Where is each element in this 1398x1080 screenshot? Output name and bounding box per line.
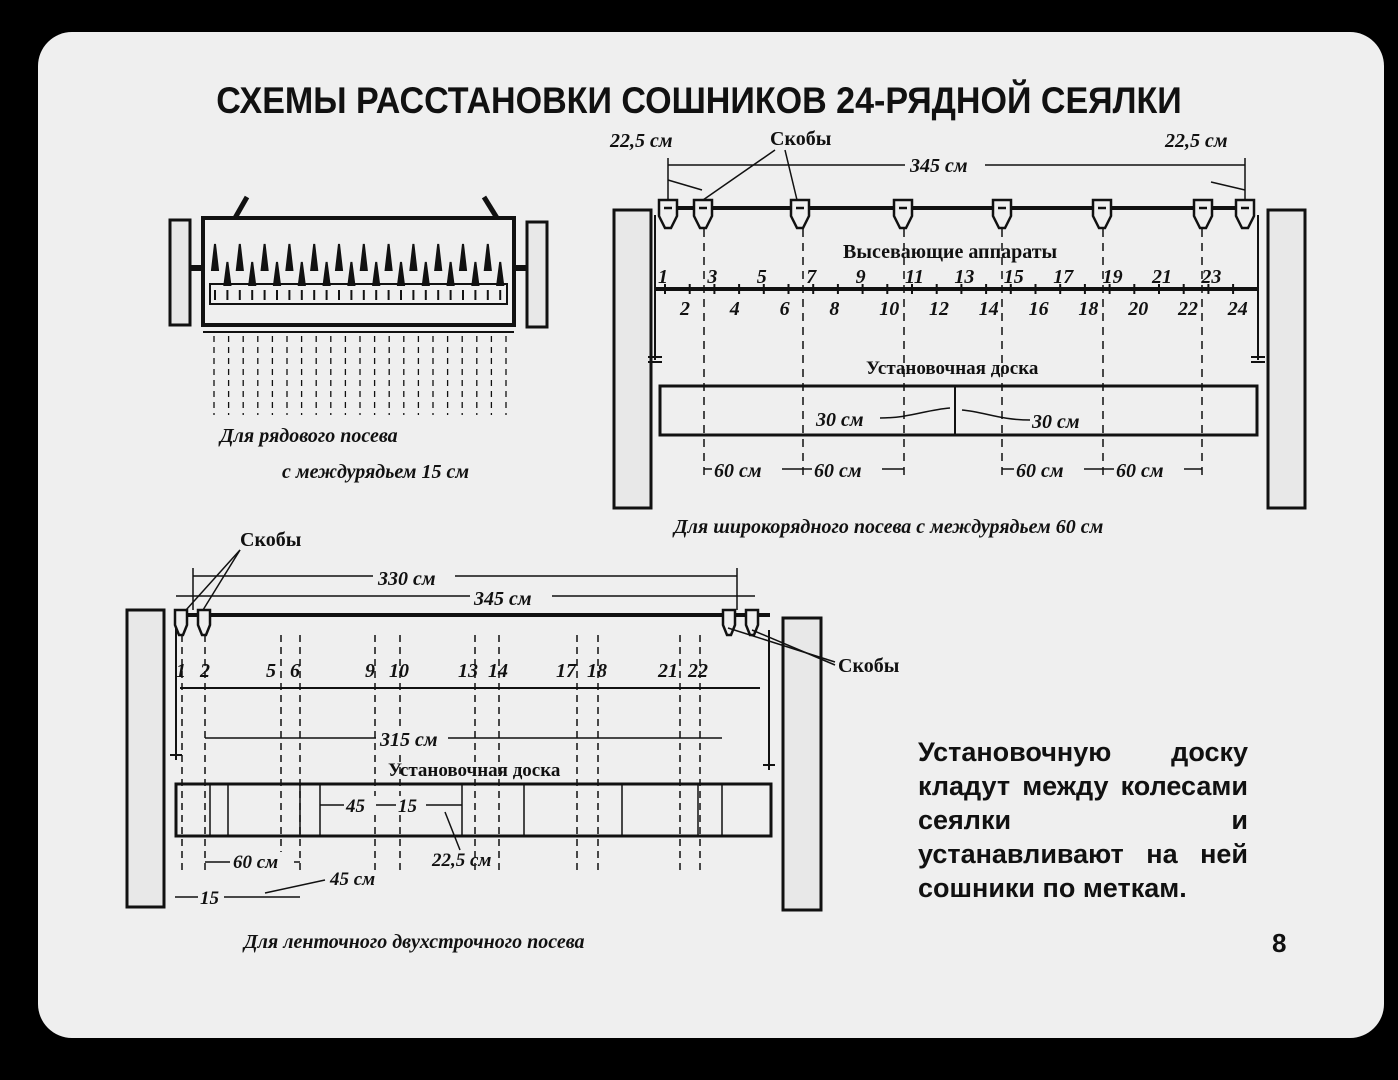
bracket-icon <box>659 200 677 228</box>
band-d45cm: 45 см <box>330 869 376 890</box>
wide-row-labels <box>609 128 1248 538</box>
band-brackets-left: Скобы <box>240 529 302 551</box>
band-board-label: Установочная доска <box>388 760 561 781</box>
band-coulter-number: 2 <box>200 660 210 682</box>
odd-unit-number: 5 <box>756 266 767 288</box>
band-brackets-right: Скобы <box>838 655 900 677</box>
even-unit-number: 14 <box>978 298 999 320</box>
odd-unit-number: 17 <box>1053 266 1074 288</box>
odd-unit-number: 11 <box>905 266 924 288</box>
wide-board-dim-left: 30 см <box>816 409 864 431</box>
spacing-label: 60 см <box>1116 460 1164 482</box>
even-unit-number: 18 <box>1078 298 1099 320</box>
band-coulter-number: 17 <box>556 660 576 682</box>
row-sowing-diagram <box>170 197 547 415</box>
wide-board-dim-right: 30 см <box>1032 411 1080 433</box>
even-unit-number: 4 <box>729 298 740 320</box>
band-coulter-number: 9 <box>365 660 375 682</box>
bracket-icon <box>723 610 735 635</box>
bracket-icon <box>894 200 912 228</box>
row-sowing-caption-1: Для рядового посева <box>220 425 398 447</box>
bracket-icon <box>694 200 712 228</box>
odd-unit-number: 21 <box>1152 266 1172 288</box>
bracket-icon <box>198 610 210 635</box>
even-unit-number: 20 <box>1128 298 1149 320</box>
band-coulter-number: 6 <box>290 660 300 682</box>
band-coulter-number: 22 <box>688 660 708 682</box>
band-dim-315: 315 см <box>380 729 438 751</box>
band-dim-345: 345 см <box>474 588 532 610</box>
band-coulter-number: 13 <box>458 660 478 682</box>
wide-units-label: Высевающие аппараты <box>843 241 1058 263</box>
band-d225: 22,5 см <box>432 850 492 871</box>
even-unit-number: 10 <box>879 298 900 320</box>
odd-unit-number: 15 <box>1003 266 1024 288</box>
wide-board-label: Установочная доска <box>866 358 1039 379</box>
band-coulter-number: 10 <box>389 660 409 682</box>
bracket-icon <box>993 200 1011 228</box>
wide-dim-right: 22,5 см <box>1165 130 1228 152</box>
bracket-icon <box>175 610 187 635</box>
band-coulter-number: 21 <box>658 660 678 682</box>
odd-unit-number: 7 <box>806 266 817 288</box>
bracket-icon <box>1093 200 1111 228</box>
band-d15b: 15 <box>200 888 219 909</box>
wide-dim-total: 345 см <box>910 155 968 177</box>
bracket-icon <box>791 200 809 228</box>
odd-unit-number: 19 <box>1102 266 1123 288</box>
even-unit-number: 2 <box>680 298 690 320</box>
spacing-label: 60 см <box>814 460 862 482</box>
band-dim-330: 330 см <box>378 568 436 590</box>
band-d15: 15 <box>398 796 417 817</box>
band-coulter-number: 18 <box>587 660 607 682</box>
odd-unit-number: 9 <box>855 266 866 288</box>
bracket-icon <box>1236 200 1254 228</box>
band-coulter-number: 5 <box>266 660 276 682</box>
odd-unit-number: 13 <box>954 266 975 288</box>
even-unit-number: 12 <box>929 298 949 320</box>
instruction-note: Установочную доску кладут между колесами сеялки и устанавливают на ней сошники по меткам. <box>918 737 1248 903</box>
even-unit-number: 8 <box>829 298 840 320</box>
odd-unit-number: 3 <box>707 266 718 288</box>
spacing-label: 60 см <box>714 460 762 482</box>
even-unit-number: 24 <box>1227 298 1248 320</box>
even-unit-number: 16 <box>1028 298 1049 320</box>
wide-row-diagram <box>614 150 1305 508</box>
odd-unit-number: 23 <box>1201 266 1222 288</box>
wide-brackets-label: Скобы <box>770 128 832 150</box>
band-coulter-number: 1 <box>176 660 186 682</box>
wide-row-caption: Для широкорядного посева с междурядьем 60 см <box>674 516 1104 538</box>
page-title: СХЕМЫ РАССТАНОВКИ СОШНИКОВ 24-РЯДНОЙ СЕЯЛКИ <box>216 80 1182 121</box>
band-d60: 60 см <box>233 852 279 873</box>
odd-unit-number: 1 <box>658 266 668 288</box>
row-sowing-caption-2: с междурядьем 15 см <box>282 461 470 483</box>
even-unit-number: 6 <box>779 298 790 320</box>
even-unit-number: 22 <box>1178 298 1198 320</box>
bracket-icon <box>1194 200 1212 228</box>
page-number: 8 <box>1272 928 1287 958</box>
wide-dim-left: 22,5 см <box>610 130 673 152</box>
band-d45: 45 <box>346 796 365 817</box>
band-coulter-number: 14 <box>488 660 508 682</box>
spacing-label: 60 см <box>1016 460 1064 482</box>
band-caption: Для ленточного двухстрочного посева <box>244 931 585 953</box>
